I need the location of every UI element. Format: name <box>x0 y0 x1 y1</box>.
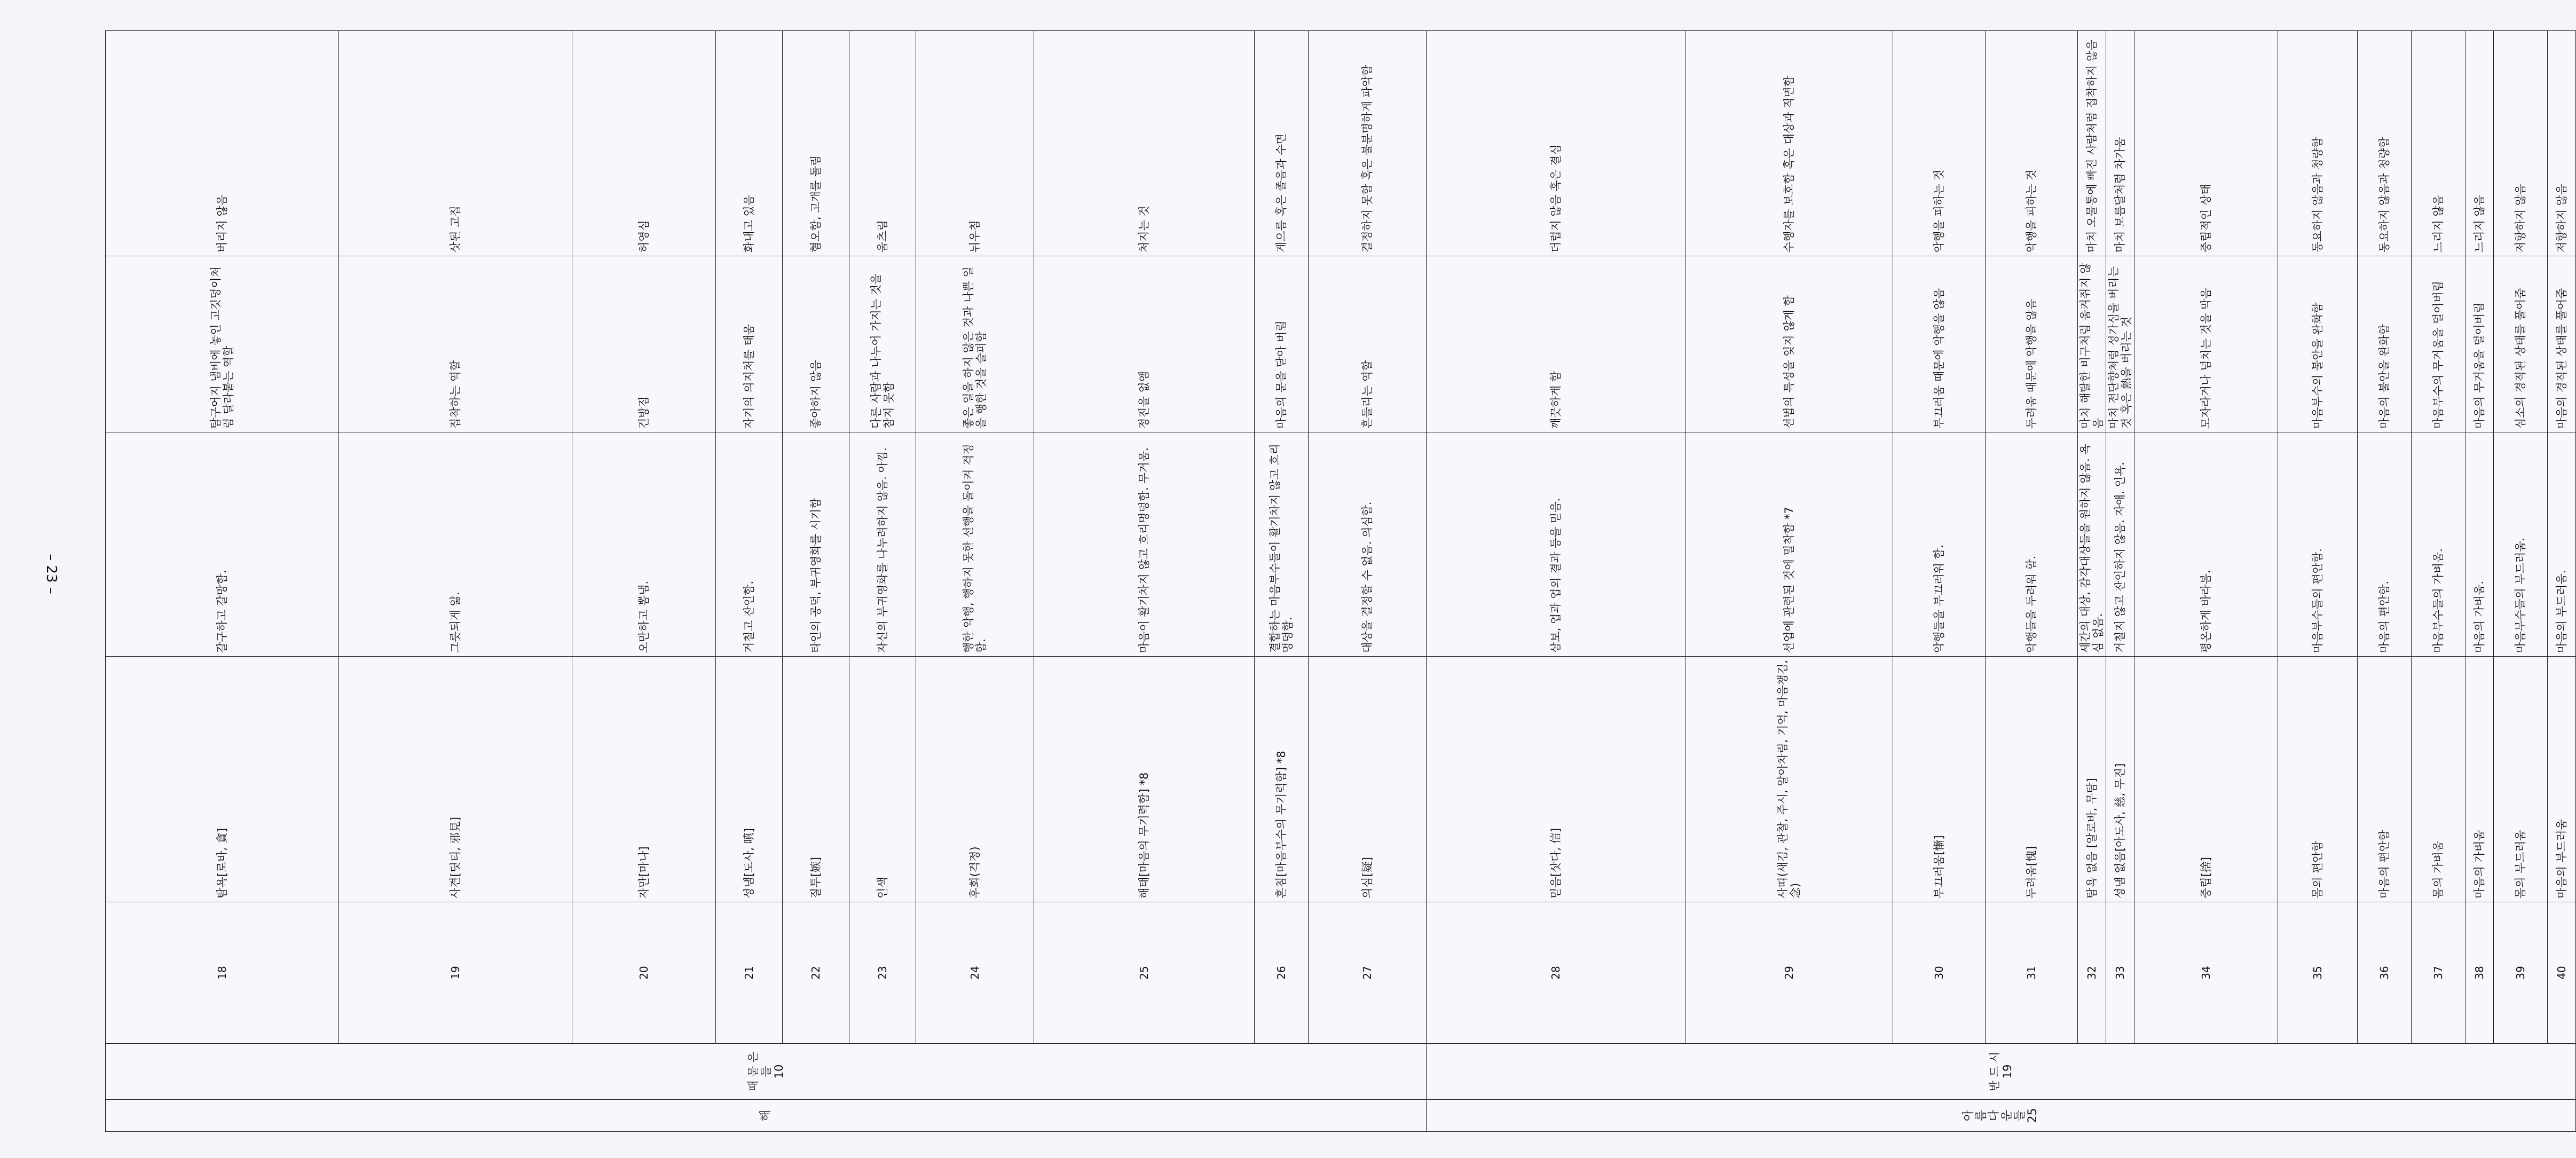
table-row <box>106 30 339 1131</box>
abhidhamma-table <box>105 31 2568 1132</box>
row-function: 선법의 특성을 잊지 않게 함 <box>1685 256 1893 432</box>
row-name: 믿음[삿다, 信] <box>1427 656 1685 902</box>
row-number: 37 <box>2412 902 2465 1043</box>
row-manifestation: 마치 오물통에 빠진 사람처럼 집착하지 않음 <box>2078 30 2106 256</box>
row-manifestation: 버리지 않음 <box>106 30 339 256</box>
row-name: 마음의 가벼움 <box>2465 656 2494 902</box>
row-function: 집착하는 역할 <box>339 256 572 432</box>
table-row <box>1893 30 1986 1131</box>
row-name: 사견[딧티, 邪見] <box>339 656 572 902</box>
row-manifestation: 동요하지 않음과 청량함 <box>2278 30 2358 256</box>
row-number: 32 <box>2078 902 2106 1043</box>
row-name: 두려움[愧] <box>1986 656 2078 902</box>
row-number: 24 <box>916 902 1034 1043</box>
row-name: 인색 <box>849 656 916 902</box>
row-characteristic: 악행들을 두려워 함. <box>1986 432 2078 656</box>
row-characteristic: 세간의 대상, 감각대상들을 원하지 않음. 욕심 없음. <box>2078 432 2106 656</box>
row-number: 39 <box>2494 902 2548 1043</box>
table-row <box>1255 30 1309 1131</box>
group-sub <box>106 1043 1427 1099</box>
row-name: 의심[疑] <box>1309 656 1427 902</box>
row-name: 후회(걱정) <box>916 656 1034 902</box>
row-manifestation: 뉘우침 <box>916 30 1034 256</box>
row-name: 해태[마음의 무기력함] *8 <box>1034 656 1255 902</box>
row-name: 사띠(새김, 관찰, 주시, 알아차림, 기억, 마음챙김, 念) <box>1685 656 1893 902</box>
table-row <box>1986 30 2078 1131</box>
row-characteristic: 오만하고 뽐냄. <box>572 432 716 656</box>
row-name: 탐욕 없음 [알로바, 무탐] <box>2078 656 2106 902</box>
row-number: 35 <box>2278 902 2358 1043</box>
table-row <box>849 30 916 1131</box>
group-beautiful-sub <box>1427 1043 2576 1099</box>
table-row <box>2106 30 2134 1131</box>
row-manifestation: 수행자를 보호함 혹은 대상과 직면함 <box>1685 30 1893 256</box>
row-function: 다른 사람과 나누어 가지는 것을 참지 못함 <box>849 256 916 432</box>
row-characteristic: 마음의 가벼움. <box>2465 432 2494 656</box>
table-row <box>1034 30 1255 1131</box>
row-manifestation: 마치 보름달처럼 차가움 <box>2106 30 2134 256</box>
row-characteristic: 행한 악행, 행하지 못한 선행을 돌이켜 걱정함. <box>916 432 1034 656</box>
row-characteristic: 대상을 결정할 수 없음. 의심함. <box>1309 432 1427 656</box>
row-number: 21 <box>716 902 783 1043</box>
row-function: 마음의 무거움을 덜어버림 <box>2465 256 2494 432</box>
row-name: 마음의 부드러움 <box>2548 656 2576 902</box>
row-function: 자기의 의지처를 태움 <box>716 256 783 432</box>
table-row <box>2278 30 2358 1131</box>
row-number: 26 <box>1255 902 1309 1043</box>
row-characteristic: 그릇되게 앎. <box>339 432 572 656</box>
row-name: 혼침[마음부수의 무기력함] *8 <box>1255 656 1309 902</box>
row-manifestation: 화내고 있음 <box>716 30 783 256</box>
row-number: 19 <box>339 902 572 1043</box>
row-function: 마음부수의 무거움을 덜어버림 <box>2412 256 2465 432</box>
row-function: 두려움 때문에 악행을 않음 <box>1986 256 2078 432</box>
row-number: 31 <box>1986 902 2078 1043</box>
row-name: 질투[嫉] <box>783 656 849 902</box>
mental-factors-table <box>105 30 2576 1132</box>
row-manifestation: 움츠림 <box>849 30 916 256</box>
table-row <box>1685 30 1893 1131</box>
row-number: 30 <box>1893 902 1986 1043</box>
row-manifestation: 저항하지 않음 <box>2548 30 2576 256</box>
row-function: 좋은 일을 하지 않은 것과 나쁜 일을 행한 것을 슬퍼함 <box>916 256 1034 432</box>
row-function: 깨끗하게 함 <box>1427 256 1685 432</box>
table-row <box>1309 30 1427 1131</box>
row-name: 부끄러움[慚] <box>1893 656 1986 902</box>
row-manifestation: 삿된 고집 <box>339 30 572 256</box>
row-characteristic: 마음의 부드러움. <box>2548 432 2576 656</box>
table-row <box>2134 30 2278 1131</box>
row-number: 18 <box>106 902 339 1043</box>
row-characteristic: 평온하게 바라봄. <box>2134 432 2278 656</box>
row-characteristic: 마음의 편안함. <box>2358 432 2412 656</box>
row-characteristic: 악행들을 부끄러워 함. <box>1893 432 1986 656</box>
table-row <box>783 30 849 1131</box>
row-function: 건방짐 <box>572 256 716 432</box>
row-manifestation: 처지는 것 <box>1034 30 1255 256</box>
row-function: 마치 전단향처럼 성가심을 버리는 것 혹은 熱을 버리는 것 <box>2106 256 2134 432</box>
row-function: 마음의 불안을 완화함 <box>2358 256 2412 432</box>
row-name: 몸의 편안함 <box>2278 656 2358 902</box>
row-number: 25 <box>1034 902 1255 1043</box>
row-function: 마음의 문을 닫아 버림 <box>1255 256 1309 432</box>
table-row <box>572 30 716 1131</box>
table-row <box>716 30 783 1131</box>
row-manifestation: 악행을 피하는 것 <box>1986 30 2078 256</box>
row-characteristic: 마음부수들의 가벼움. <box>2412 432 2465 656</box>
row-manifestation: 저항하지 않음 <box>2494 30 2548 256</box>
row-manifestation: 동요하지 않음과 청량함 <box>2358 30 2412 256</box>
row-number: 22 <box>783 902 849 1043</box>
row-name: 탐욕[로바, 貪] <box>106 656 339 902</box>
row-function: 좋아하지 않음 <box>783 256 849 432</box>
row-manifestation: 게으름 혹은 졸음과 수면 <box>1255 30 1309 256</box>
row-name: 자만[마나] <box>572 656 716 902</box>
row-function: 마음부수의 불안을 완화함 <box>2278 256 2358 432</box>
row-number: 28 <box>1427 902 1685 1043</box>
group-beautiful-label: 아 름 다 운 들 <box>1962 1109 2027 1122</box>
row-manifestation: 느리지 않음 <box>2412 30 2465 256</box>
row-manifestation: 혐오함, 고개를 돌림 <box>783 30 849 256</box>
row-characteristic: 선업에 관련된 것에 밀착함 *7 <box>1685 432 1893 656</box>
row-name: 중립[捨] <box>2134 656 2278 902</box>
row-function: 정진을 없앰 <box>1034 256 1255 432</box>
group-label-beautiful <box>1427 1100 2576 1132</box>
row-number: 38 <box>2465 902 2494 1043</box>
row-characteristic: 삼보, 업과 업의 결과 등을 믿음. <box>1427 432 1685 656</box>
row-number: 20 <box>572 902 716 1043</box>
group-beautiful-count: 19 <box>2001 1064 2014 1079</box>
row-function: 탐구어지 냄비에 놓인 고깃덩이처럼 달라붙는 역할 <box>106 256 339 432</box>
row-function: 부끄러움 때문에 악행을 않음 <box>1893 256 1986 432</box>
table-body <box>106 30 2576 1131</box>
table-row <box>2548 30 2576 1131</box>
row-number: 36 <box>2358 902 2412 1043</box>
group-sub-label: 때 묻 은 들 <box>746 1051 773 1092</box>
row-characteristic: 결합하는 마음부수들이 활기차지 않고 흐리멍덩함. <box>1255 432 1309 656</box>
row-characteristic: 갈구하고 갈망함. <box>106 432 339 656</box>
row-number: 33 <box>2106 902 2134 1043</box>
row-characteristic: 거칠지 않고 잔인하지 않음. 자애. 인욕. <box>2106 432 2134 656</box>
page-number: – 23 – <box>43 554 59 594</box>
row-manifestation: 더럽지 않음 혹은 결심 <box>1427 30 1685 256</box>
row-manifestation: 악행을 피하는 것 <box>1893 30 1986 256</box>
table-row <box>2358 30 2412 1131</box>
row-number: 40 <box>2548 902 2576 1043</box>
group-beautiful-sub-label: 반 드 시 <box>1988 1051 2001 1092</box>
group-top-label: 해 <box>759 1109 773 1122</box>
row-characteristic: 마음부수들의 편안함. <box>2278 432 2358 656</box>
row-number: 23 <box>849 902 916 1043</box>
row-manifestation: 느리지 않음 <box>2465 30 2494 256</box>
row-characteristic: 자신의 부귀영화를 나누려하지 않음. 아낌. <box>849 432 916 656</box>
row-characteristic: 마음이 활기차지 않고 흐리멍덩함. 무거움. <box>1034 432 1255 656</box>
row-name: 성냄[도사, 嗔] <box>716 656 783 902</box>
row-function: 마치 해탈한 비구처럼 움켜쥐지 않음 <box>2078 256 2106 432</box>
row-name: 마음의 편안함 <box>2358 656 2412 902</box>
table-row <box>2465 30 2494 1131</box>
table-row <box>2494 30 2548 1131</box>
row-number: 27 <box>1309 902 1427 1043</box>
row-function: 마음의 경직된 상태를 풀어줌 <box>2548 256 2576 432</box>
row-function: 모자라거나 넘치는 것을 막음 <box>2134 256 2278 432</box>
row-number: 29 <box>1685 902 1893 1043</box>
row-manifestation: 중립적인 상태 <box>2134 30 2278 256</box>
row-characteristic: 마음부수들의 부드러움. <box>2494 432 2548 656</box>
row-characteristic: 타인의 공덕, 부귀영화를 시기함 <box>783 432 849 656</box>
table-row <box>339 30 572 1131</box>
table-row <box>2078 30 2106 1131</box>
row-name: 성냄 없음[아도사, 慈, 무진] <box>2106 656 2134 902</box>
row-manifestation: 허영심 <box>572 30 716 256</box>
row-number: 34 <box>2134 902 2278 1043</box>
row-name: 몸의 부드러움 <box>2494 656 2548 902</box>
row-function: 흔들리는 역할 <box>1309 256 1427 432</box>
group-sub-count: 10 <box>772 1064 785 1079</box>
table-row <box>916 30 1034 1131</box>
row-name: 몸의 가벼움 <box>2412 656 2465 902</box>
table-row <box>1427 30 1685 1131</box>
row-characteristic: 거칠고 잔인함. <box>716 432 783 656</box>
row-function: 심소의 경직된 상태를 풀어줌 <box>2494 256 2548 432</box>
table-row <box>2412 30 2465 1131</box>
group-beautiful-total: 25 <box>2026 1108 2039 1123</box>
group-label-unwholesome <box>106 1100 1427 1132</box>
row-manifestation: 결정하지 못함 혹은 불분명하게 파악함 <box>1309 30 1427 256</box>
